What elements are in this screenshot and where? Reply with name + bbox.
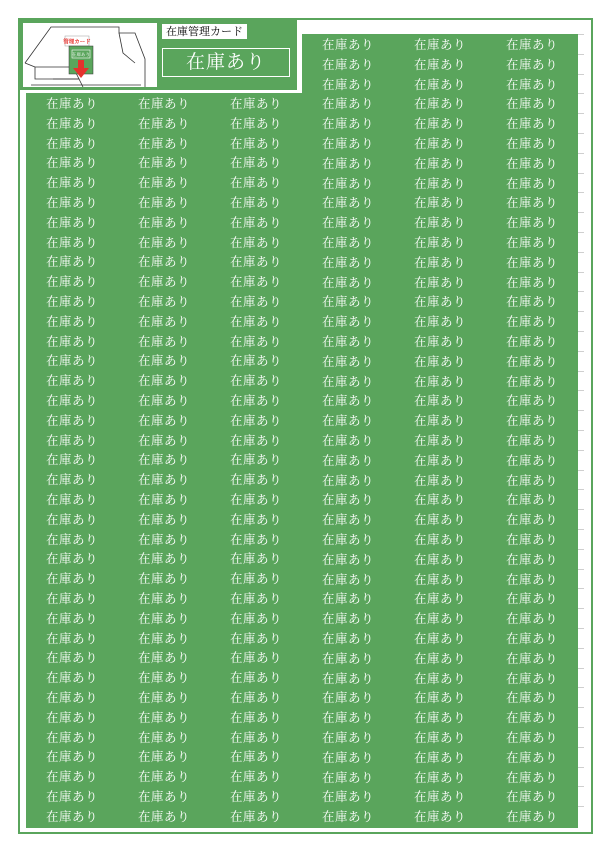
stock-label: 在庫あり — [137, 729, 190, 745]
stock-label: 在庫あり — [505, 334, 558, 349]
stock-label: 在庫あり — [505, 37, 558, 52]
stock-label: 在庫あり — [229, 115, 282, 131]
stock-label: 在庫あり — [505, 809, 558, 825]
cut-guide-tick — [578, 628, 584, 629]
stock-label: 在庫あり — [505, 551, 558, 567]
stock-label: 在庫あり — [137, 531, 190, 547]
stock-label: 在庫あり — [321, 749, 374, 765]
stock-label: 在庫あり — [413, 472, 466, 488]
cut-guide-tick — [578, 648, 584, 649]
stock-label: 在庫あり — [505, 155, 558, 171]
stock-label: 在庫あり — [505, 116, 558, 132]
stock-label: 在庫あり — [45, 690, 98, 705]
stock-label: 在庫あり — [413, 571, 466, 587]
stock-label: 在庫あり — [137, 353, 190, 369]
stock-label: 在庫あり — [229, 333, 282, 349]
stock-label: 在庫あり — [229, 650, 282, 666]
stock-label: 在庫あり — [321, 433, 374, 448]
stock-label: 在庫あり — [321, 472, 374, 488]
stock-label: 在庫あり — [413, 433, 466, 448]
cut-guide-tick — [578, 252, 584, 253]
stock-label: 在庫あり — [137, 274, 190, 290]
cut-guide-tick — [578, 351, 584, 352]
stock-label: 在庫あり — [413, 650, 466, 666]
stock-label: 在庫あり — [505, 76, 558, 92]
stock-label: 在庫あり — [505, 631, 558, 646]
stock-label: 在庫あり — [229, 709, 282, 725]
cut-guide-tick — [578, 430, 584, 431]
stock-label: 在庫あり — [229, 630, 282, 646]
stock-label: 在庫あり — [413, 155, 466, 171]
stock-label: 在庫あり — [137, 630, 190, 646]
stock-label: 在庫あり — [45, 452, 98, 468]
stock-label: 在庫あり — [229, 373, 282, 389]
stock-label: 在庫あり — [229, 571, 282, 587]
stock-label: 在庫あり — [505, 789, 558, 805]
cut-guide-tick — [578, 311, 584, 312]
stock-label: 在庫あり — [137, 492, 190, 507]
stock-label: 在庫あり — [505, 532, 558, 547]
stock-label: 在庫あり — [321, 136, 374, 151]
stock-label: 在庫あり — [137, 175, 190, 191]
stock-label: 在庫あり — [505, 175, 558, 191]
stock-label: 在庫あり — [45, 135, 98, 151]
illustration-tag-label: 在庫あり — [72, 53, 90, 58]
stock-label: 在庫あり — [45, 254, 98, 270]
stock-label: 在庫あり — [229, 789, 282, 804]
stock-label: 在庫あり — [45, 531, 98, 547]
stock-label: 在庫あり — [229, 294, 282, 309]
cut-guide-tick — [578, 727, 584, 728]
stock-label: 在庫あり — [229, 472, 282, 488]
stock-label: 在庫あり — [137, 591, 190, 606]
stock-label: 在庫あり — [45, 511, 98, 527]
stock-label: 在庫あり — [505, 235, 558, 250]
stock-label: 在庫あり — [321, 492, 374, 508]
cut-guide-tick — [578, 529, 584, 530]
stock-label: 在庫あり — [137, 472, 190, 488]
stock-label: 在庫あり — [45, 432, 98, 448]
stock-label: 在庫あり — [505, 452, 558, 468]
stock-label: 在庫あり — [321, 809, 374, 825]
stock-label: 在庫あり — [137, 96, 190, 111]
stock-label: 在庫あり — [505, 433, 558, 448]
stock-label: 在庫あり — [229, 313, 282, 329]
stock-label: 在庫あり — [229, 214, 282, 230]
cut-guide-tick — [578, 93, 584, 94]
stock-label: 在庫あり — [413, 96, 466, 112]
cut-guide-tick — [578, 34, 584, 35]
cut-guide-tick — [578, 232, 584, 233]
cut-guide-tick — [578, 113, 584, 114]
stock-label: 在庫あり — [321, 611, 374, 627]
stock-label: 在庫あり — [45, 313, 98, 329]
stock-label: 在庫あり — [321, 512, 374, 528]
stock-label: 在庫あり — [229, 769, 282, 785]
stock-label: 在庫あり — [321, 175, 374, 191]
stock-label: 在庫あり — [229, 195, 282, 210]
stock-label: 在庫あり — [229, 551, 282, 567]
stock-label: 在庫あり — [321, 254, 374, 270]
card-title: 在庫管理カード — [162, 24, 247, 39]
stock-label: 在庫あり — [45, 333, 98, 349]
stock-label: 在庫あり — [45, 393, 98, 408]
stock-label: 在庫あり — [45, 155, 98, 171]
stock-label: 在庫あり — [413, 334, 466, 349]
stock-label: 在庫あり — [321, 195, 374, 211]
stock-label: 在庫あり — [229, 432, 282, 448]
stock-label: 在庫あり — [413, 37, 466, 52]
stock-label: 在庫あり — [45, 353, 98, 369]
stock-label: 在庫あり — [137, 749, 190, 765]
stock-label: 在庫あり — [321, 571, 374, 587]
cut-guide-tick — [578, 272, 584, 273]
stock-label: 在庫あり — [413, 512, 466, 528]
stock-label: 在庫あり — [45, 769, 98, 785]
stock-label: 在庫あり — [413, 76, 466, 92]
stock-label: 在庫あり — [321, 413, 374, 429]
cut-guide-tick — [578, 54, 584, 55]
stock-label: 在庫あり — [413, 769, 466, 785]
stock-label: 在庫あり — [321, 215, 374, 231]
cut-guide-tick — [578, 509, 584, 510]
stock-label: 在庫あり — [505, 215, 558, 231]
stock-label: 在庫あり — [137, 709, 190, 725]
stock-label: 在庫あり — [45, 492, 98, 507]
stock-label: 在庫あり — [413, 749, 466, 765]
stock-label: 在庫あり — [505, 195, 558, 211]
stock-label: 在庫あり — [137, 254, 190, 270]
stock-label: 在庫あり — [137, 571, 190, 587]
stock-label: 在庫あり — [229, 670, 282, 686]
stock-label: 在庫あり — [505, 413, 558, 429]
stock-label: 在庫あり — [413, 353, 466, 369]
stock-label: 在庫あり — [45, 610, 98, 626]
stock-label: 在庫あり — [45, 808, 98, 824]
stock-label: 在庫あり — [45, 373, 98, 389]
stock-label: 在庫あり — [505, 670, 558, 686]
stock-label: 在庫あり — [505, 393, 558, 409]
stock-label: 在庫あり — [137, 155, 190, 171]
stock-label: 在庫あり — [229, 531, 282, 547]
stock-label: 在庫あり — [45, 294, 98, 309]
stock-label: 在庫あり — [413, 254, 466, 270]
stock-label: 在庫あり — [45, 96, 98, 111]
label-column — [26, 93, 118, 828]
stock-label: 在庫あり — [229, 155, 282, 171]
stock-label: 在庫あり — [505, 611, 558, 627]
stock-label: 在庫あり — [505, 136, 558, 151]
stock-label: 在庫あり — [45, 749, 98, 765]
cut-guide-tick — [578, 153, 584, 154]
stock-label: 在庫あり — [137, 195, 190, 210]
label-sheet — [18, 18, 593, 834]
stock-label: 在庫あり — [505, 254, 558, 270]
cut-guide-tick — [578, 192, 584, 193]
stock-label: 在庫あり — [137, 670, 190, 686]
card-header — [20, 20, 297, 90]
stock-label: 在庫あり — [413, 274, 466, 290]
stock-label: 在庫あり — [137, 551, 190, 567]
stock-label: 在庫あり — [505, 730, 558, 745]
stock-label: 在庫あり — [321, 532, 374, 547]
label-column — [394, 34, 486, 828]
cut-guide-tick — [578, 569, 584, 570]
stock-label: 在庫あり — [45, 630, 98, 646]
stock-label: 在庫あり — [137, 412, 190, 428]
cut-guide-tick — [578, 133, 584, 134]
stock-label: 在庫あり — [45, 571, 98, 587]
stock-label: 在庫あり — [413, 136, 466, 151]
stock-label: 在庫あり — [413, 373, 466, 389]
stock-label: 在庫あり — [413, 452, 466, 468]
stock-label: 在庫あり — [505, 591, 558, 607]
stock-label: 在庫あり — [137, 789, 190, 804]
stock-label: 在庫あり — [321, 551, 374, 567]
stock-label: 在庫あり — [137, 313, 190, 329]
stock-label: 在庫あり — [321, 650, 374, 666]
stock-label: 在庫あり — [45, 175, 98, 191]
stock-label: 在庫あり — [505, 749, 558, 765]
stock-label: 在庫あり — [505, 690, 558, 706]
stock-label: 在庫あり — [413, 314, 466, 330]
stock-label: 在庫あり — [413, 591, 466, 607]
stock-label: 在庫あり — [137, 234, 190, 250]
stock-label: 在庫あり — [321, 37, 374, 52]
stock-label: 在庫あり — [505, 512, 558, 528]
stock-label: 在庫あり — [413, 710, 466, 726]
label-column — [210, 93, 302, 828]
stock-label: 在庫あり — [137, 690, 190, 705]
cut-guide-tick — [578, 608, 584, 609]
stock-label: 在庫あり — [413, 631, 466, 646]
stock-label: 在庫あり — [321, 334, 374, 349]
stock-label: 在庫あり — [413, 56, 466, 72]
cut-guide-tick — [578, 410, 584, 411]
stock-label: 在庫あり — [413, 215, 466, 231]
stock-label: 在庫あり — [137, 432, 190, 448]
cut-guide-tick — [578, 806, 584, 807]
stock-label: 在庫あり — [137, 650, 190, 666]
stock-label: 在庫あり — [321, 591, 374, 607]
stock-label: 在庫あり — [505, 274, 558, 290]
stock-label: 在庫あり — [505, 769, 558, 785]
stock-label: 在庫あり — [413, 551, 466, 567]
cut-guide-tick — [578, 687, 584, 688]
stock-label: 在庫あり — [229, 808, 282, 824]
stock-label: 在庫あり — [229, 274, 282, 290]
stock-label: 在庫あり — [45, 195, 98, 210]
stock-label: 在庫あり — [321, 56, 374, 72]
stock-label: 在庫あり — [413, 532, 466, 547]
stock-label: 在庫あり — [413, 195, 466, 211]
cut-guide-tick — [578, 549, 584, 550]
stock-label: 在庫あり — [137, 393, 190, 408]
stock-label: 在庫あり — [321, 631, 374, 646]
cut-guide-tick — [578, 786, 584, 787]
stock-label: 在庫あり — [413, 175, 466, 191]
stock-label: 在庫あり — [505, 571, 558, 587]
stock-label: 在庫あり — [505, 472, 558, 488]
stock-label: 在庫あり — [229, 412, 282, 428]
label-column — [118, 93, 210, 828]
stock-label: 在庫あり — [137, 294, 190, 309]
stock-label: 在庫あり — [321, 314, 374, 330]
stock-label: 在庫あり — [321, 769, 374, 785]
stock-label: 在庫あり — [45, 412, 98, 428]
usage-illustration — [23, 23, 157, 87]
header-stock-label: 在庫あり — [162, 48, 290, 77]
cut-guide-tick — [578, 173, 584, 174]
stock-label: 在庫あり — [505, 96, 558, 112]
stock-label: 在庫あり — [321, 690, 374, 706]
stock-label: 在庫あり — [321, 393, 374, 409]
cut-guide-tick — [578, 212, 584, 213]
stock-label: 在庫あり — [45, 591, 98, 606]
stock-label: 在庫あり — [321, 155, 374, 171]
stock-label: 在庫あり — [137, 610, 190, 626]
stock-label: 在庫あり — [413, 116, 466, 132]
stock-label: 在庫あり — [505, 373, 558, 389]
stock-label: 在庫あり — [321, 373, 374, 389]
stock-label: 在庫あり — [321, 730, 374, 745]
stock-label: 在庫あり — [45, 234, 98, 250]
stock-label: 在庫あり — [321, 789, 374, 805]
stock-label: 在庫あり — [505, 294, 558, 310]
stock-label: 在庫あり — [45, 551, 98, 567]
cut-guide-tick — [578, 74, 584, 75]
stock-label: 在庫あり — [229, 610, 282, 626]
stock-label: 在庫あり — [45, 472, 98, 488]
stock-label: 在庫あり — [229, 690, 282, 705]
cut-guide-tick — [578, 489, 584, 490]
illustration-card-label: 管理カード — [63, 39, 91, 46]
stock-label: 在庫あり — [45, 709, 98, 725]
stock-label: 在庫あり — [45, 670, 98, 686]
stock-label: 在庫あり — [137, 808, 190, 824]
stock-label: 在庫あり — [321, 76, 374, 92]
stock-label: 在庫あり — [413, 611, 466, 627]
stock-label: 在庫あり — [321, 670, 374, 686]
cut-guide-tick — [578, 371, 584, 372]
stock-label: 在庫あり — [505, 56, 558, 72]
stock-label: 在庫あり — [321, 710, 374, 726]
cut-guide-tick — [578, 450, 584, 451]
stock-label: 在庫あり — [45, 729, 98, 745]
stock-label: 在庫あり — [321, 96, 374, 112]
cut-guide-tick — [578, 470, 584, 471]
cut-guide-tick — [578, 767, 584, 768]
stock-label: 在庫あり — [137, 333, 190, 349]
stock-label: 在庫あり — [137, 373, 190, 389]
stock-label: 在庫あり — [229, 254, 282, 270]
stock-label: 在庫あり — [137, 452, 190, 468]
stock-label: 在庫あり — [229, 729, 282, 745]
stock-label: 在庫あり — [413, 413, 466, 429]
cut-guide-tick — [578, 668, 584, 669]
stock-label: 在庫あり — [137, 511, 190, 527]
stock-label: 在庫あり — [229, 393, 282, 408]
stock-label: 在庫あり — [413, 730, 466, 745]
stock-label: 在庫あり — [45, 115, 98, 131]
stock-label: 在庫あり — [229, 135, 282, 151]
stock-label: 在庫あり — [321, 294, 374, 310]
stock-label: 在庫あり — [45, 789, 98, 804]
stock-label: 在庫あり — [229, 96, 282, 111]
stock-label: 在庫あり — [229, 234, 282, 250]
stock-label: 在庫あり — [413, 789, 466, 805]
stock-label: 在庫あり — [505, 353, 558, 369]
stock-label: 在庫あり — [45, 214, 98, 230]
label-column — [302, 34, 394, 828]
stock-label: 在庫あり — [137, 115, 190, 131]
stock-label: 在庫あり — [229, 353, 282, 369]
stock-label: 在庫あり — [321, 452, 374, 468]
cut-guide-tick — [578, 390, 584, 391]
stock-label: 在庫あり — [229, 452, 282, 468]
stock-label: 在庫あり — [321, 274, 374, 290]
cut-guide-tick — [578, 291, 584, 292]
stock-label: 在庫あり — [321, 116, 374, 132]
stock-label: 在庫あり — [413, 690, 466, 706]
stock-label: 在庫あり — [229, 511, 282, 527]
stock-label: 在庫あり — [45, 274, 98, 290]
label-column — [486, 34, 578, 828]
stock-label: 在庫あり — [229, 492, 282, 507]
cut-guide-tick — [578, 588, 584, 589]
stock-label: 在庫あり — [413, 492, 466, 508]
stock-label: 在庫あり — [505, 710, 558, 726]
stock-label: 在庫あり — [413, 809, 466, 825]
stock-label: 在庫あり — [505, 650, 558, 666]
stock-label: 在庫あり — [413, 670, 466, 686]
stock-label: 在庫あり — [137, 214, 190, 230]
stock-label: 在庫あり — [413, 294, 466, 310]
stock-label: 在庫あり — [229, 749, 282, 765]
cut-guide-tick — [578, 747, 584, 748]
cut-guide-tick — [578, 707, 584, 708]
stock-label: 在庫あり — [505, 314, 558, 330]
stock-label: 在庫あり — [321, 353, 374, 369]
cut-guide-tick — [578, 331, 584, 332]
stock-label: 在庫あり — [413, 393, 466, 409]
stock-label: 在庫あり — [45, 650, 98, 666]
stock-label: 在庫あり — [413, 235, 466, 250]
stock-label: 在庫あり — [505, 492, 558, 508]
stock-label: 在庫あり — [229, 591, 282, 606]
stock-label: 在庫あり — [229, 175, 282, 191]
stock-label: 在庫あり — [321, 235, 374, 250]
stock-label: 在庫あり — [137, 769, 190, 785]
stock-label: 在庫あり — [137, 135, 190, 151]
